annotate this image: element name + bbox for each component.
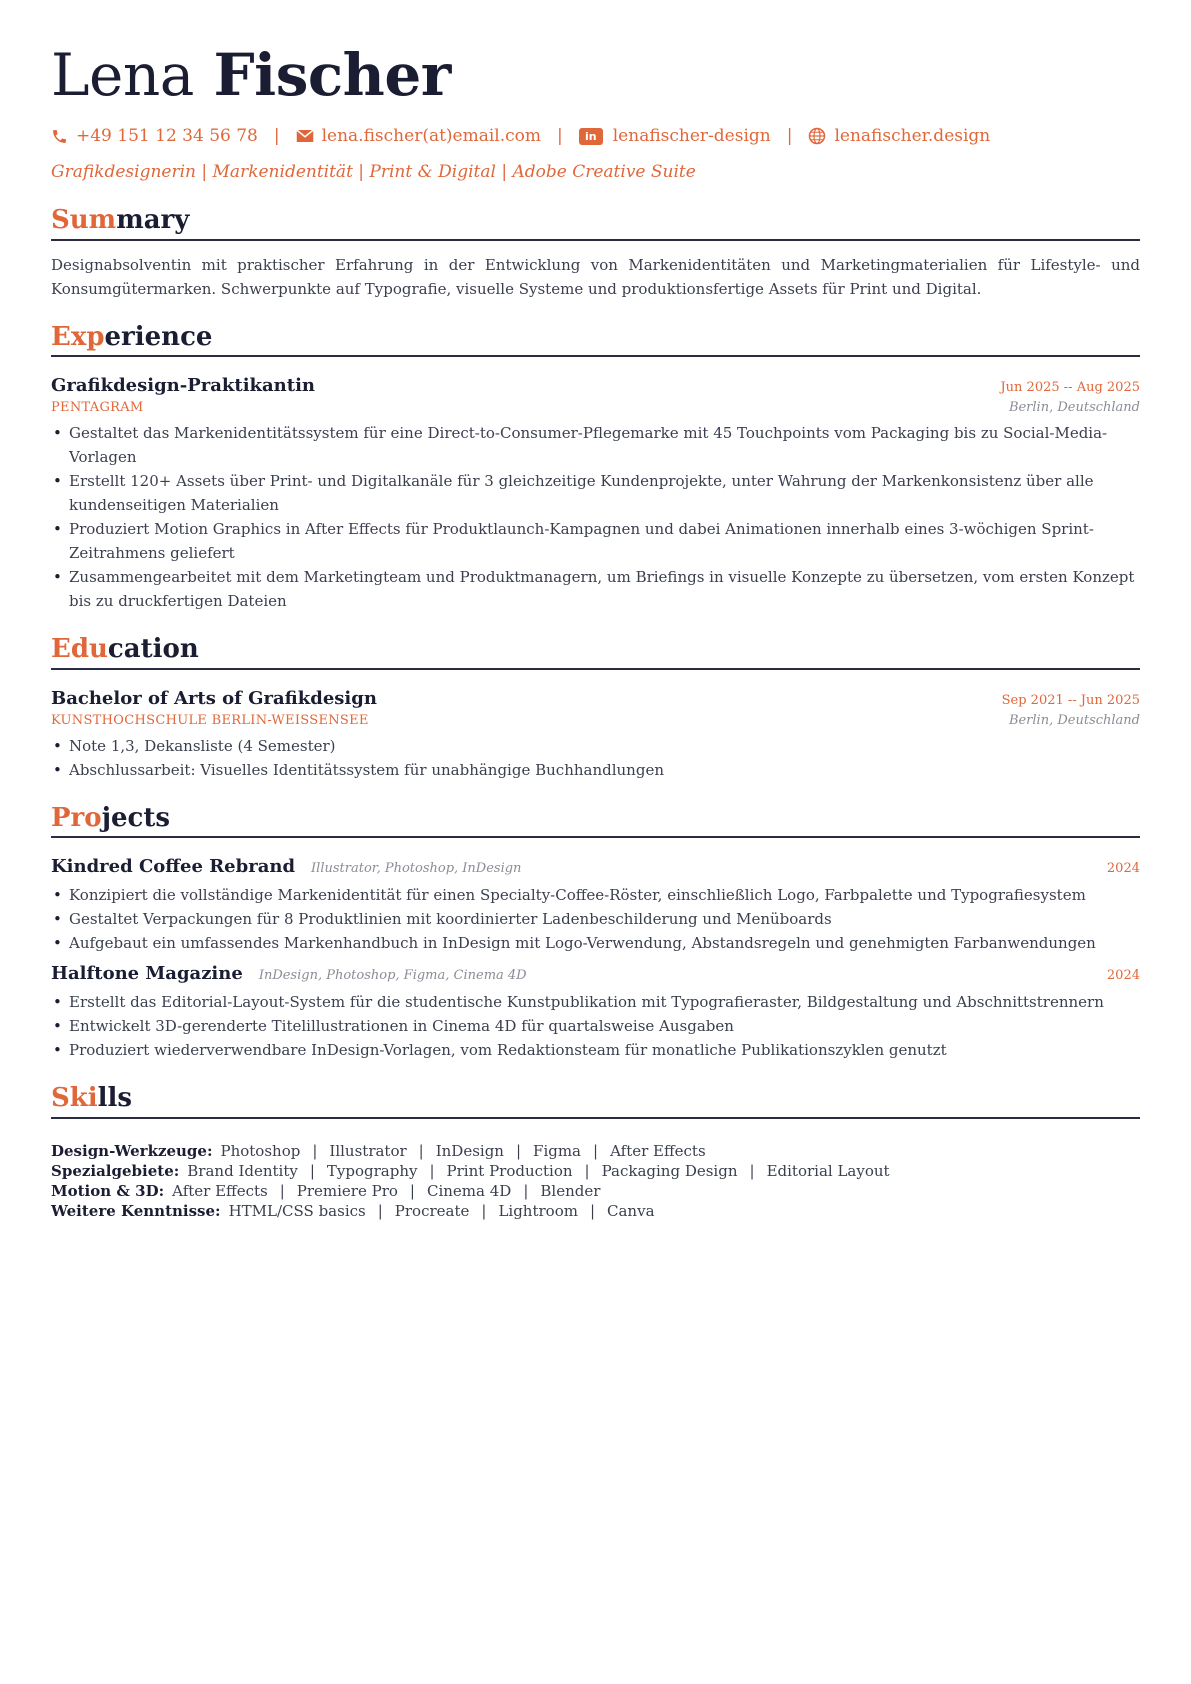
skill-category: Motion & 3D: <box>51 1181 165 1200</box>
contact-linkedin[interactable] <box>579 126 771 146</box>
title-rest: lls <box>97 1083 133 1114</box>
tagline: Grafikdesignerin | Markenidentität | Print & Digital | Adobe Creative Suite <box>51 162 696 182</box>
skill-item: Procreate <box>394 1201 470 1220</box>
list-item: • Produziert Motion Graphics in After Effects für Produktlaunch-Kampagnen und dabei Animationen innerhalb eines 3-wöchigen Sprint-Zeitrahmens geliefert <box>51 517 1140 565</box>
title-rest: mary <box>116 205 190 235</box>
project-tech: Illustrator, Photoshop, InDesign <box>311 861 522 877</box>
skill-item: Typography <box>326 1161 418 1180</box>
skill-separator: | <box>481 1201 487 1220</box>
skill-category: Weitere Kenntnisse: <box>51 1201 221 1220</box>
title-rest: jects <box>101 802 171 833</box>
project-date: 2024 <box>1106 968 1140 984</box>
education-entry <box>51 688 1140 782</box>
skill-item: Packaging Design <box>601 1161 738 1180</box>
skill-row <box>51 1161 1140 1181</box>
summary-section <box>51 206 1140 301</box>
skill-item: After Effects <box>610 1141 706 1160</box>
project-title: Kindred Coffee Rebrand <box>51 856 296 878</box>
job-date: Jun 2025 -- Aug 2025 <box>1000 380 1140 396</box>
list-item: • Zusammengearbeitet mit dem Marketingteam und Produktmanagern, um Briefings in visuelle Konzepte zu übersetzen, vom ersten Konzept bis zu druckfertigen Dateien <box>51 565 1140 613</box>
skill-item: Editorial Layout <box>766 1161 890 1180</box>
list-item: • Erstellt 120+ Assets über Print- und Digitalkanäle für 3 gleichzeitige Kundenprojekte, unter Wahrung der Markenkonsistenz über alle kundenseitigen Materialien <box>51 469 1140 517</box>
skill-item: Canva <box>607 1201 655 1220</box>
section-title-education <box>51 635 1140 670</box>
experience-entry <box>51 375 1140 613</box>
skill-category: Design-Werkzeuge: <box>51 1141 213 1160</box>
phone-icon <box>51 128 68 145</box>
skills-section <box>51 1084 1140 1221</box>
skill-item: Illustrator <box>329 1141 407 1160</box>
education-location: Berlin, Deutschland <box>1008 712 1140 728</box>
project-date: 2024 <box>1106 861 1140 877</box>
experience-section <box>51 323 1140 614</box>
skill-separator: | <box>515 1141 522 1160</box>
skill-item: Lightroom <box>498 1201 578 1220</box>
contact-separator: | <box>786 126 793 146</box>
title-accent: Edu <box>51 634 108 665</box>
contact-website[interactable] <box>808 126 990 146</box>
skill-item: Cinema 4D <box>426 1181 512 1200</box>
skill-separator: | <box>523 1181 529 1200</box>
title-accent: Ski <box>51 1083 98 1114</box>
job-location: Berlin, Deutschland <box>1008 400 1140 416</box>
job-bullets <box>51 421 1140 613</box>
skill-item: Premiere Pro <box>296 1181 398 1200</box>
section-title-experience <box>51 323 1140 358</box>
list-item: • Aufgebaut ein umfassendes Markenhandbuch in InDesign mit Logo-Verwendung, Abstandsregeln und genehmigten Farbanwendungen <box>51 931 1140 955</box>
job-title: Grafikdesign-Praktikantin <box>51 375 315 397</box>
projects-section <box>51 804 1140 1063</box>
skill-separator: | <box>312 1141 318 1160</box>
skill-separator: | <box>589 1201 596 1220</box>
list-item: • Erstellt das Editorial-Layout-System für die studentische Kunstpublikation mit Typografieraster, Bildgestaltung und Abschnittstrennern <box>51 990 1140 1014</box>
first-name: Lena <box>51 41 194 109</box>
skill-row <box>51 1141 1140 1161</box>
project-title-wrap <box>51 963 527 984</box>
linkedin-icon: in <box>579 128 603 145</box>
project-title-wrap <box>51 856 521 877</box>
skill-separator: | <box>279 1181 285 1200</box>
contact-email[interactable] <box>296 126 541 146</box>
globe-icon <box>808 127 826 145</box>
title-rest: erience <box>104 321 213 352</box>
education-date: Sep 2021 -- Jun 2025 <box>1001 692 1140 708</box>
project-bullets <box>51 883 1140 955</box>
summary-text: Designabsolventin mit praktischer Erfahrung in der Entwicklung von Markenidentitäten und Marketingmaterialien für Lifestyle- und Konsumgütermarken. Schwerpunkte auf Typografie, visuelle Systeme und produktionsfertige Assets für Print und Digital. <box>51 255 1140 298</box>
skill-separator: | <box>409 1181 415 1200</box>
list-item: • Abschlussarbeit: Visuelles Identitätssystem für unabhängige Buchhandlungen <box>51 758 1140 782</box>
contact-bar <box>51 126 1140 146</box>
skill-item: InDesign <box>435 1141 504 1160</box>
list-item: • Konzipiert die vollständige Markenidentität für einen Specialty-Coffee-Röster, einschließlich Logo, Farbpalette und Typografiesystem <box>51 883 1140 907</box>
project-title: Halftone Magazine <box>51 963 243 985</box>
list-item: • Note 1,3, Dekansliste (4 Semester) <box>51 734 1140 758</box>
website-text: lenafischer.design <box>834 126 991 146</box>
contact-separator: | <box>273 126 280 146</box>
company-name: PENTAGRAM <box>51 400 144 416</box>
skill-separator: | <box>584 1161 590 1180</box>
skill-separator: | <box>377 1201 383 1220</box>
list-item: • Gestaltet das Markenidentitätssystem für eine Direct-to-Consumer-Pflegemarke mit 45 Touchpoints vom Packaging bis zu Social-Media-Vorlagen <box>51 421 1140 469</box>
project-bullets <box>51 990 1140 1062</box>
project-entry <box>51 963 1140 1062</box>
school-name: KUNSTHOCHSCHULE BERLIN-WEISSENSEE <box>51 712 369 728</box>
project-tech: InDesign, Photoshop, Figma, Cinema 4D <box>258 968 527 984</box>
list-item: • Entwickelt 3D-gerenderte Titelillustrationen in Cinema 4D für quartalsweise Ausgaben <box>51 1014 1140 1038</box>
section-title-skills <box>51 1084 1140 1119</box>
name-heading <box>51 41 1140 109</box>
education-section <box>51 635 1140 782</box>
skills-list <box>51 1141 1140 1221</box>
skill-item: Photoshop <box>220 1141 301 1160</box>
linkedin-text: lenafischer-design <box>612 126 771 146</box>
skill-separator: | <box>749 1161 755 1180</box>
title-accent: Exp <box>51 321 105 352</box>
list-item: • Produziert wiederverwendbare InDesign-Vorlagen, vom Redaktionsteam für monatliche Publikationszyklen genutzt <box>51 1038 1140 1062</box>
email-text: lena.fischer(at)email.com <box>321 126 542 146</box>
project-entry <box>51 856 1140 955</box>
title-rest: cation <box>107 634 199 665</box>
skill-row <box>51 1201 1140 1221</box>
skill-separator: | <box>593 1141 599 1160</box>
skill-separator: | <box>429 1161 435 1180</box>
title-accent: Pro <box>51 802 102 833</box>
skill-item: HTML/CSS basics <box>228 1201 366 1220</box>
skill-item: After Effects <box>172 1181 268 1200</box>
degree-title: Bachelor of Arts of Grafikdesign <box>51 687 377 709</box>
skill-item: Figma <box>533 1141 582 1160</box>
contact-phone[interactable] <box>51 126 258 146</box>
skill-row <box>51 1181 1140 1201</box>
skill-item: Brand Identity <box>187 1161 298 1180</box>
education-bullets <box>51 734 1140 782</box>
contact-separator: | <box>557 126 563 146</box>
skill-separator: | <box>309 1161 315 1180</box>
list-item: • Gestaltet Verpackungen für 8 Produktlinien mit koordinierter Ladenbeschilderung und Menüboards <box>51 907 1140 931</box>
skill-category: Spezialgebiete: <box>51 1161 180 1180</box>
section-title-projects <box>51 804 1140 839</box>
skill-separator: | <box>418 1141 424 1160</box>
last-name: Fischer <box>213 41 451 109</box>
mail-icon <box>296 129 314 143</box>
skill-item: Blender <box>540 1181 601 1200</box>
title-accent: Sum <box>51 205 117 235</box>
skill-item: Print Production <box>446 1161 573 1180</box>
phone-text: +49 151 12 34 56 78 <box>76 126 258 146</box>
section-title-summary <box>51 206 1140 241</box>
